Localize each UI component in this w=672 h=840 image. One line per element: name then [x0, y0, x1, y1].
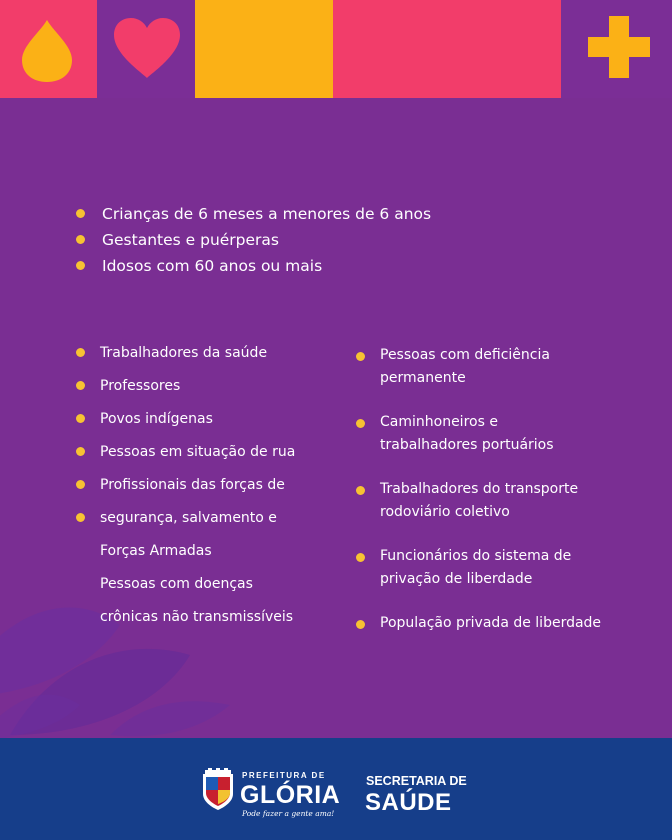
- group-label: Pessoas em situação de rua: [100, 444, 296, 460]
- list-item: [356, 612, 670, 635]
- list-item: [76, 342, 295, 375]
- city-crest-icon: [200, 768, 236, 812]
- group-label-line1: Trabalhadores do transporte: [380, 481, 579, 497]
- group-label: Idosos com 60 anos ou mais: [102, 257, 323, 275]
- list-item: [76, 255, 431, 281]
- bullet-dot: [356, 419, 365, 428]
- list-item: [356, 411, 670, 457]
- heart-icon: [112, 16, 182, 80]
- group-label-line2: privação de liberdade: [380, 571, 533, 587]
- group-label-line2: rodoviário coletivo: [380, 504, 510, 520]
- list-item: [356, 344, 670, 390]
- group-label: Pessoas com doenças: [100, 576, 253, 592]
- top-banner: [0, 0, 672, 98]
- city-slogan: Pode fazer a gente ama!: [242, 809, 335, 818]
- list-item: [76, 408, 295, 441]
- group-label: Gestantes e puérperas: [102, 231, 279, 249]
- bullet-dot: [356, 620, 365, 629]
- plus-icon: [588, 16, 650, 78]
- list-item: [76, 441, 295, 474]
- list-item: [76, 375, 295, 408]
- list-item: [76, 573, 295, 606]
- banner-tile-yellow: [195, 0, 333, 98]
- footer-bar: [0, 738, 672, 840]
- group-label-line2: trabalhadores portuários: [380, 437, 554, 453]
- group-label: Professores: [100, 378, 181, 394]
- group-label: Povos indígenas: [100, 411, 213, 427]
- bullet-dot: [356, 553, 365, 562]
- list-item: [76, 540, 295, 573]
- group-label-line1: Caminhoneiros e: [380, 414, 498, 430]
- city-name: GLÓRIA: [240, 781, 341, 809]
- group-label: crônicas não transmissíveis: [100, 609, 294, 625]
- bullet-dot: [76, 513, 85, 522]
- bullet-dot: [76, 414, 85, 423]
- bullet-dot: [76, 480, 85, 489]
- bullet-dot: [76, 209, 85, 218]
- secretaria-name: SAÚDE: [365, 789, 452, 816]
- professional-groups-list-right: [356, 344, 670, 635]
- group-label: Profissionais das forças de: [100, 477, 285, 493]
- group-label-line1: População privada de liberdade: [380, 615, 602, 631]
- group-label: segurança, salvamento e: [100, 510, 277, 526]
- list-item: [356, 545, 670, 591]
- professional-groups-list-left: [76, 342, 295, 639]
- priority-groups-list: [76, 203, 431, 281]
- group-label-line1: Funcionários do sistema de: [380, 548, 572, 564]
- group-label-line1: Pessoas com deficiência: [380, 347, 550, 363]
- list-item: [76, 229, 431, 255]
- bullet-dot: [76, 261, 85, 270]
- group-label: Crianças de 6 meses a menores de 6 anos: [102, 205, 432, 223]
- bullet-dot: [76, 235, 85, 244]
- list-item: [356, 478, 670, 524]
- bullet-dot: [76, 348, 85, 357]
- group-label: Forças Armadas: [100, 543, 212, 559]
- secretaria-label: SECRETARIA DE: [366, 774, 467, 788]
- drop-icon: [18, 18, 76, 84]
- banner-tile-pink-wide: [333, 0, 561, 98]
- group-label-line2: permanente: [380, 370, 466, 386]
- bullet-dot: [76, 447, 85, 456]
- prefeitura-label: PREFEITURA DE: [242, 771, 326, 780]
- list-item: [76, 203, 431, 229]
- bullet-dot: [356, 486, 365, 495]
- group-label: Trabalhadores da saúde: [100, 345, 268, 361]
- bullet-dot: [356, 352, 365, 361]
- bullet-dot: [76, 381, 85, 390]
- list-item: [76, 474, 295, 507]
- list-item: [76, 606, 295, 639]
- list-item: [76, 507, 295, 540]
